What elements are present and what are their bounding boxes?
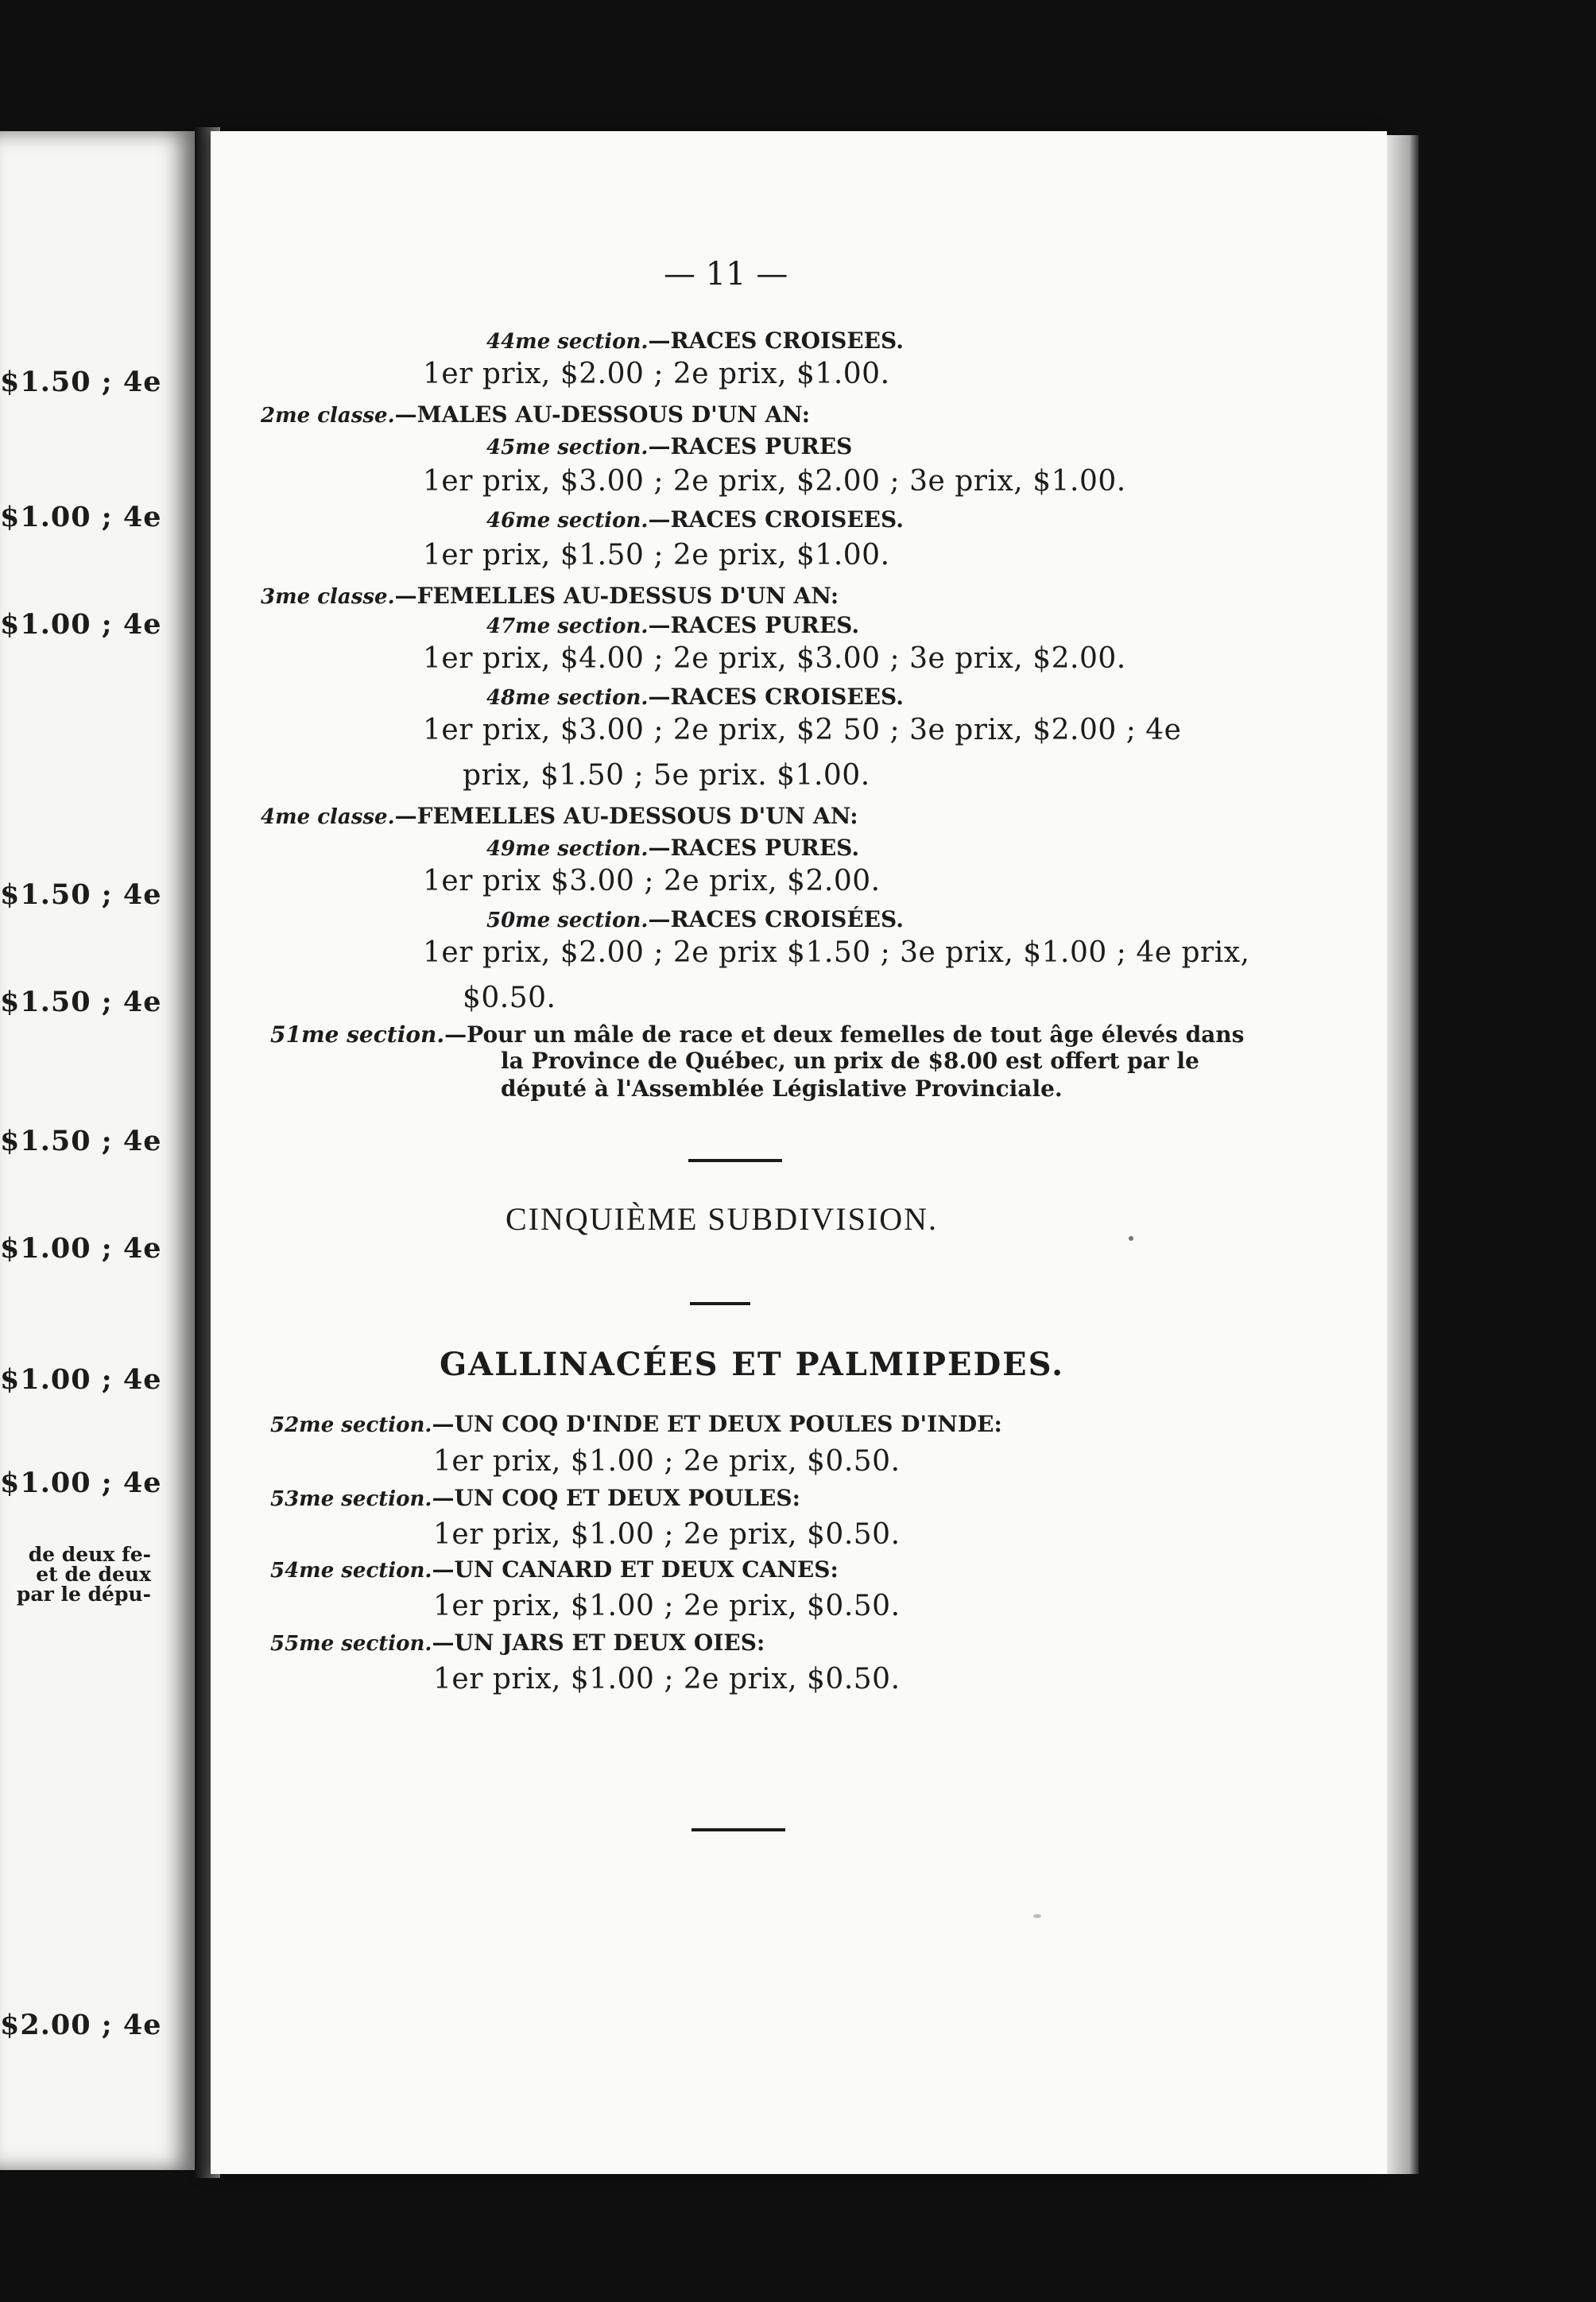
left-paragraph-line: par le dépu- [16,1583,151,1606]
prize-line: prix, $1.50 ; 5e prix. $1.00. [463,759,870,792]
section-heading [486,433,852,459]
section-title: —UN CANARD ET DEUX CANES: [432,1556,839,1583]
section-label: 50me section. [486,909,649,932]
section-label: 47me section. [486,614,649,638]
section-title: —RACES PURES. [648,835,860,861]
prize-line: 1er prix, $1.00 ; 2e prix, $0.50. [433,1518,901,1551]
left-fragment: $1.00 ; 4e [0,1363,162,1396]
section-51 [270,1021,1244,1048]
divider [691,1828,785,1831]
subdivision-heading: GALLINACÉES ET PALMIPEDES. [440,1346,1065,1383]
left-fragment: $1.00 ; 4e [0,608,162,641]
section-label: 44me section. [486,330,649,354]
section-heading [270,1556,839,1583]
section-heading [270,1630,765,1656]
section-title: —RACES CROISÉES. [648,906,904,932]
section-label: 49me section. [486,837,649,861]
section-label: 54me section. [270,1559,432,1583]
prize-line: 1er prix, $1.00 ; 2e prix, $0.50. [433,1445,901,1478]
prize-line: 1er prix, $3.00 ; 2e prix, $2 50 ; 3e prix, $2.00 ; 4e [423,714,1182,746]
page-number: — 11 — [664,256,788,293]
left-fragment: $2.00 ; 4e [0,2009,162,2041]
section-heading [486,906,904,932]
prize-line: 1er prix, $2.00 ; 2e prix, $1.00. [423,358,890,390]
section-title: —RACES CROISEES. [648,506,904,533]
left-fragment: $1.50 ; 4e [0,986,162,1018]
section-label: 45me section. [486,436,649,459]
prize-line: 1er prix $3.00 ; 2e prix, $2.00. [423,865,881,897]
section-label: 53me section. [270,1487,432,1511]
class-heading [261,803,858,829]
left-fragment: $1.50 ; 4e [0,366,162,398]
left-fragment: $1.00 ; 4e [0,501,162,533]
section-title: —RACES PURES. [648,612,860,638]
section-title: —UN COQ ET DEUX POULES: [432,1485,800,1511]
left-fragment: $1.00 ; 4e [0,1467,162,1499]
prize-line: 1er prix, $2.00 ; 2e prix $1.50 ; 3e prix, $1.00 ; 4e prix, [423,936,1250,969]
class-title: —FEMELLES AU-DESSOUS D'UN AN: [394,803,858,829]
left-fragment: $1.00 ; 4e [0,1232,162,1265]
left-paragraph [0,1544,151,1604]
prize-line: 1er prix, $1.00 ; 2e prix, $0.50. [433,1663,901,1695]
section-51-line: —Pour un mâle de race et deux femelles de tout âge élevés dans [444,1021,1245,1048]
prize-line: 1er prix, $4.00 ; 2e prix, $3.00 ; 3e prix, $2.00. [423,642,1126,675]
subdivision-title: CINQUIÈME SUBDIVISION. [506,1201,938,1237]
section-title: —UN JARS ET DEUX OIES: [432,1630,765,1656]
prize-line: 1er prix, $1.50 ; 2e prix, $1.00. [423,539,890,572]
section-heading [486,835,859,861]
class-title: —MALES AU-DESSOUS D'UN AN: [394,401,811,428]
section-heading [270,1411,1002,1437]
class-title: —FEMELLES AU-DESSUS D'UN AN: [394,583,839,609]
prize-line: 1er prix, $1.00 ; 2e prix, $0.50. [433,1590,901,1622]
class-heading [261,401,810,428]
page-edge [1387,135,1419,2174]
prize-line: $0.50. [463,982,556,1014]
section-heading [486,327,904,354]
section-heading [486,612,859,638]
left-paragraph-line: et de deux [36,1563,151,1586]
prize-line: 1er prix, $3.00 ; 2e prix, $2.00 ; 3e prix, $1.00. [423,465,1126,498]
section-51-line: la Province de Québec, un prix de $8.00 est offert par le [501,1048,1199,1074]
scan-speck [1033,1914,1041,1918]
section-label: 55me section. [270,1632,432,1656]
scan-speck [1129,1236,1133,1241]
section-label: 52me section. [270,1413,432,1437]
divider [690,1302,750,1305]
section-heading [270,1485,800,1511]
class-label: 3me classe. [261,585,395,609]
left-fragment: $1.50 ; 4e [0,1125,162,1157]
left-paragraph-line: de deux fe- [28,1543,151,1566]
section-51-line: député à l'Assemblée Législative Provinciale. [501,1075,1063,1102]
section-title: —UN COQ D'INDE ET DEUX POULES D'INDE: [432,1411,1002,1437]
section-label: 51me section. [270,1021,445,1048]
left-page [0,131,195,2170]
section-title: —RACES CROISEES. [648,684,904,710]
class-label: 4me classe. [261,805,395,829]
divider [688,1159,782,1162]
section-label: 46me section. [486,509,649,533]
class-heading [261,583,839,609]
section-heading [486,684,904,710]
left-fragment: $1.50 ; 4e [0,878,162,911]
section-title: —RACES CROISEES. [648,327,904,354]
class-label: 2me classe. [261,404,395,428]
section-label: 48me section. [486,686,649,710]
section-title: —RACES PURES [648,433,853,459]
section-heading [486,506,904,533]
